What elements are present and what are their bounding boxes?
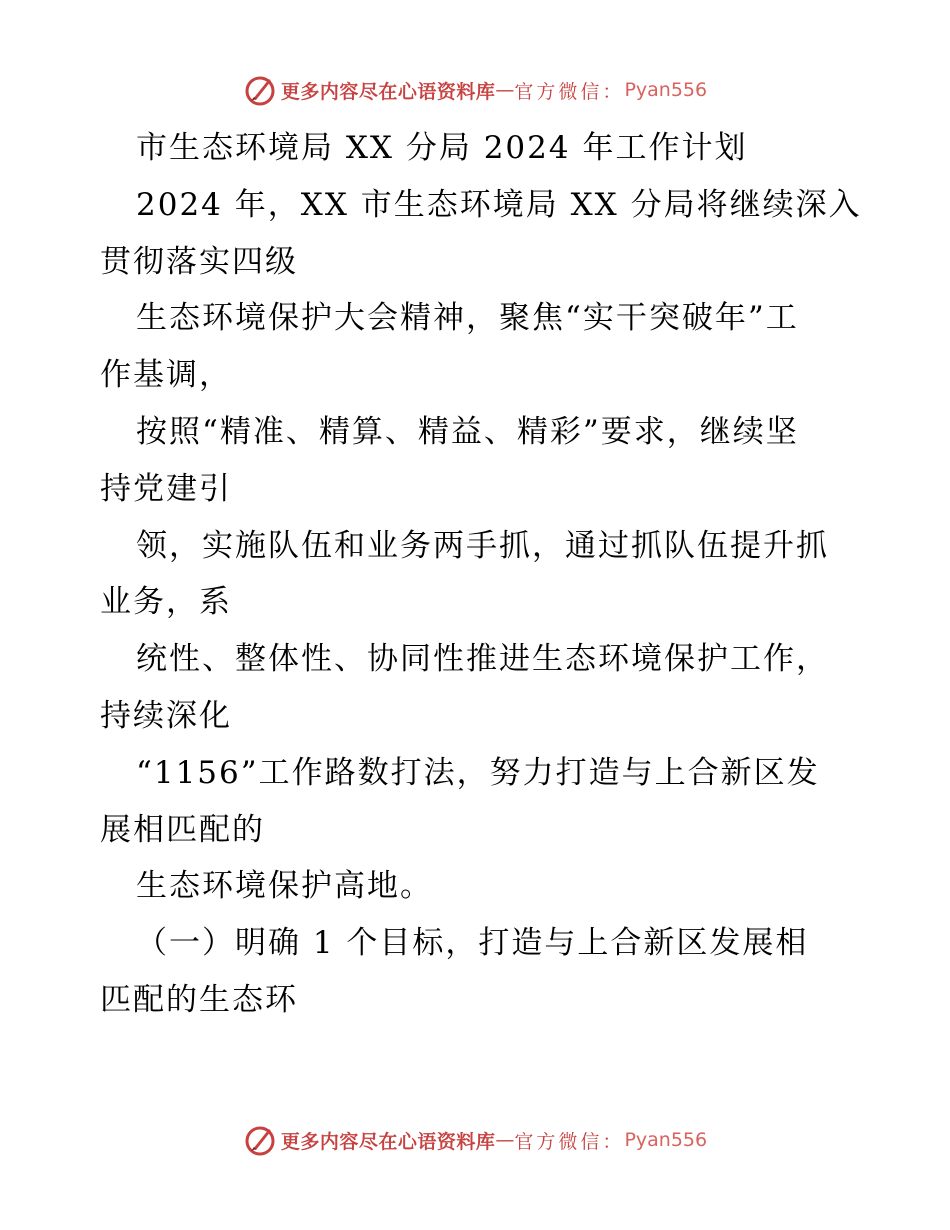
quill-pen-logo-icon	[243, 73, 277, 107]
watermark-dash: —	[495, 1129, 515, 1151]
paragraph-line: 统性、整体性、协同性推进生态环境保护工作，	[136, 641, 829, 678]
paragraph-line: 贯彻落实四级	[100, 243, 298, 280]
watermark-account-id: Pyan556	[624, 79, 708, 101]
header-watermark	[0, 70, 950, 110]
watermark-dash: —	[495, 79, 515, 101]
quill-pen-logo-icon	[243, 1123, 277, 1157]
paragraph-line: 按照“精准、精算、精益、精彩”要求，继续坚	[136, 413, 799, 450]
section-heading: （一）明确 1 个目标，打造与上合新区发展相	[136, 925, 809, 962]
watermark-account-id: Pyan556	[624, 1129, 708, 1151]
paragraph-line: 展相匹配的	[100, 811, 265, 848]
paragraph-line: 领，实施队伍和业务两手抓，通过抓队伍提升抓	[136, 527, 829, 564]
watermark-main-text: 更多内容尽在心语资料库	[280, 1130, 496, 1153]
paragraph-line: 2024 年，XX 市生态环境局 XX 分局将继续深入	[136, 186, 862, 223]
document-title: 市生态环境局 XX 分局 2024 年工作计划	[136, 130, 748, 166]
document-body	[100, 120, 860, 1029]
paragraph-line: 生态环境保护大会精神，聚焦“实干突破年”工	[136, 300, 799, 337]
watermark-official-label: 官方微信：	[514, 1130, 625, 1153]
watermark-official-label: 官方微信：	[514, 80, 625, 103]
paragraph-line: 业务，系	[100, 584, 232, 621]
paragraph-line: 作基调，	[100, 357, 232, 394]
paragraph-line: 持续深化	[100, 697, 232, 734]
footer-watermark	[0, 1120, 950, 1160]
paragraph-line: 生态环境保护高地。	[136, 868, 433, 905]
paragraph-line: 持党建引	[100, 470, 232, 507]
paragraph-line: 匹配的生态环	[100, 981, 298, 1018]
paragraph-line: “1156”工作路数打法，努力打造与上合新区发	[136, 754, 820, 791]
watermark-main-text: 更多内容尽在心语资料库	[280, 80, 496, 103]
